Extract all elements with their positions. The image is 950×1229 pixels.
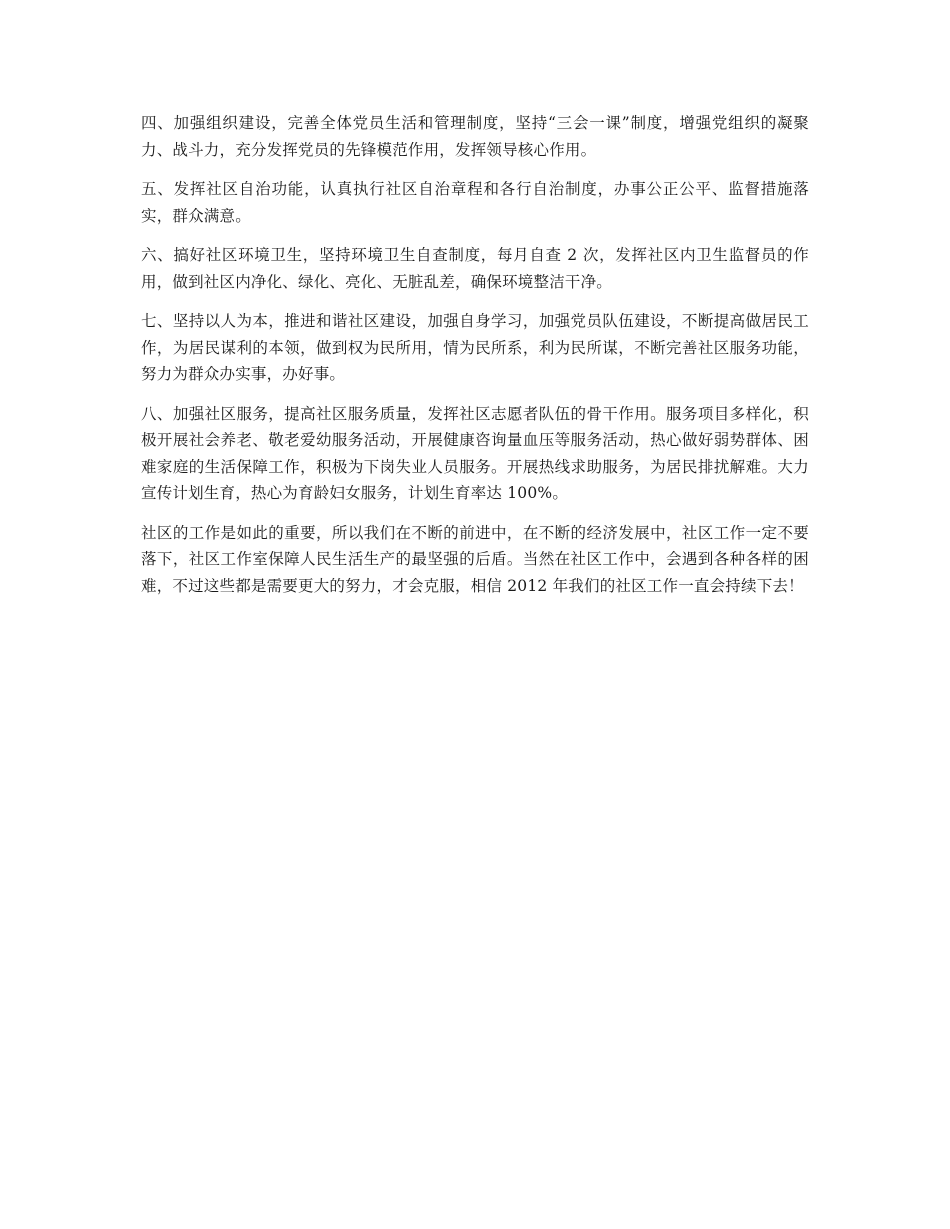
paragraph-self-governance: 五、发挥社区自治功能，认真执行社区自治章程和各行自治制度，办事公正公平、监督措施落实，群众满意。 [141, 180, 809, 225]
paragraph-environment: 六、搞好社区环境卫生，坚持环境卫生自查制度，每月自查 2 次，发挥社区内卫生监督员的作用，做到社区内净化、绿化、亮化、无脏乱差，确保环境整洁干净。 [141, 246, 809, 291]
paragraph-organization: 四、加强组织建设，完善全体党员生活和管理制度，坚持“三会一课”制度，增强党组织的凝聚力、战斗力，充分发挥党员的先锋模范作用，发挥领导核心作用。 [141, 114, 809, 159]
document-body [141, 110, 809, 612]
paragraph-community-service: 八、加强社区服务，提高社区服务质量，发挥社区志愿者队伍的骨干作用。服务项目多样化，积极开展社会养老、敬老爱幼服务活动，开展健康咨询量血压等服务活动，热心做好弱势群体、困难家庭的生活保障工作，积极为下岗失业人员服务。开展热线求助服务，为居民排扰解难。大力宣传计划生育，热心为育龄妇女服务，计划生育率达 100%。 [141, 404, 809, 502]
paragraph-conclusion: 社区的工作是如此的重要，所以我们在不断的前进中，在不断的经济发展中，社区工作一定不要落下，社区工作室保障人民生活生产的最坚强的后盾。当然在社区工作中，会遇到各种各样的困难，不过这些都是需要更大的努力，才会克服，相信 2012 年我们的社区工作一直会持续下去！ [141, 523, 809, 595]
paragraph-people-oriented: 七、坚持以人为本，推进和谐社区建设，加强自身学习，加强党员队伍建设，不断提高做居民工作，为居民谋利的本领，做到权为民所用，情为民所系，利为民所谋，不断完善社区服务功能，努力为群众办实事，办好事。 [141, 312, 809, 383]
